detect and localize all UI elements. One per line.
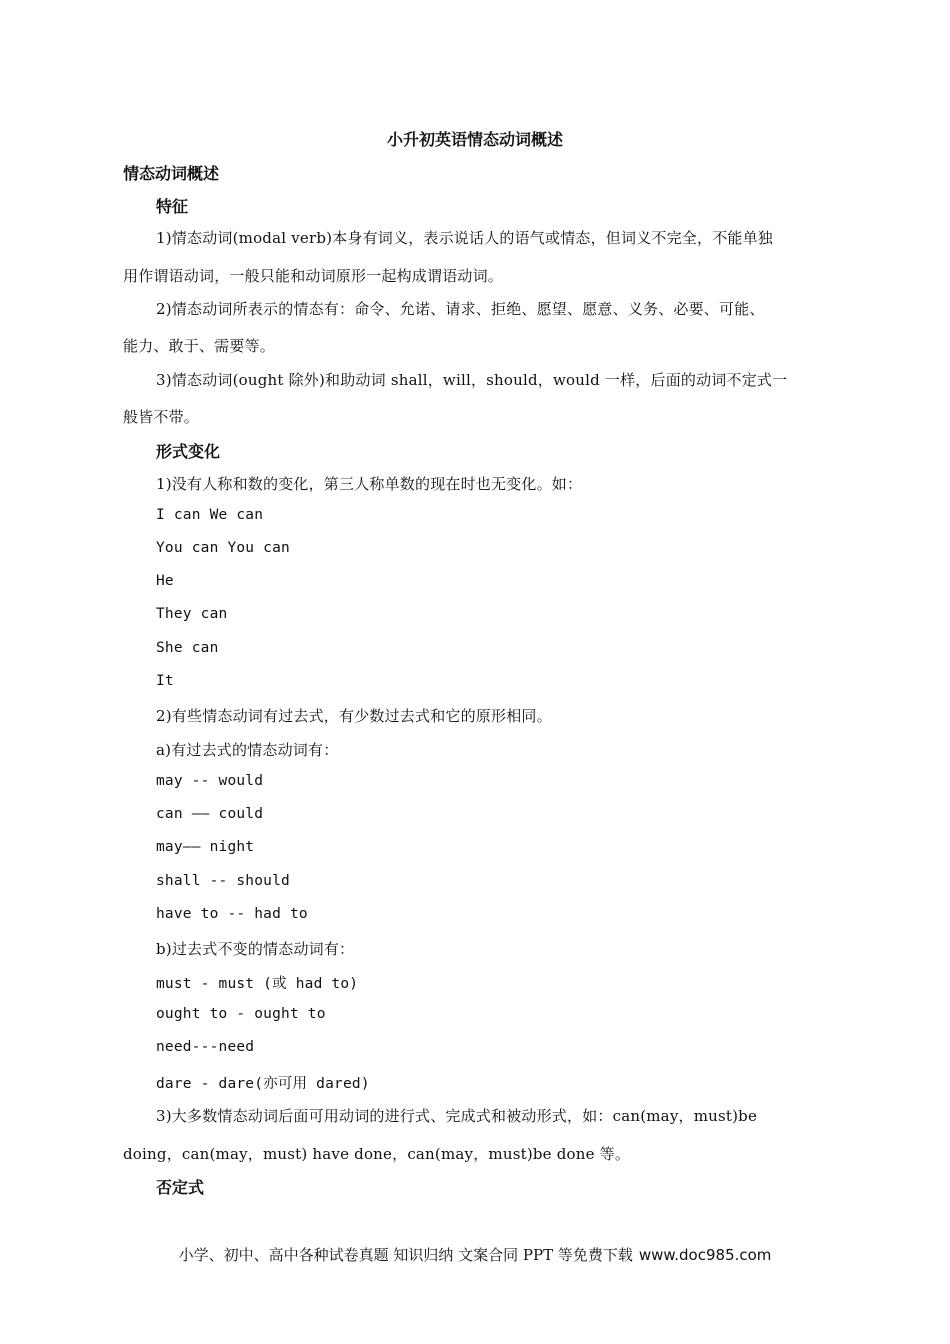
forms-paragraph-1: 1)没有人称和数的变化，第三人称单数的现在时也无变化。如： — [156, 475, 583, 493]
past-form-line: have to -- had to — [156, 906, 308, 922]
footer-text: 小学、初中、高中各种试卷真题 知识归纳 文案合同 PPT 等免费下载 — [178, 1246, 633, 1264]
features-paragraph-1-line-1: 1)情态动词(modal verb)本身有词义，表示说话人的语气或情态，但词义不完全，不能单独 — [156, 229, 773, 247]
forms-paragraph-3-line-1: 3)大多数情态动词后面可用动词的进行式、完成式和被动形式，如：can(may，must)be — [156, 1107, 758, 1125]
example-line: They can — [156, 606, 228, 622]
past-form-line: can —— could — [156, 806, 264, 822]
forms-paragraph-2a: a)有过去式的情态动词有： — [156, 741, 339, 759]
example-line: He — [156, 573, 174, 589]
same-form-line: must - must (或 had to) — [156, 976, 359, 992]
features-paragraph-2-line-1: 2)情态动词所表示的情态有：命令、允诺、请求、拒绝、愿望、愿意、义务、必要、可能、 — [156, 300, 765, 318]
features-paragraph-2-line-2: 能力、敢于、需要等。 — [123, 337, 276, 355]
features-paragraph-3-line-1: 3)情态动词(ought 除外)和助动词 shall，will，should，would 一样，后面的动词不定式一 — [156, 371, 788, 389]
past-form-line: may—— night — [156, 839, 255, 855]
features-paragraph-3-line-2: 般皆不带。 — [123, 408, 200, 426]
features-paragraph-1-line-2: 用作谓语动词，一般只能和动词原形一起构成谓语动词。 — [123, 267, 504, 285]
same-form-line: need---need — [156, 1039, 255, 1055]
past-form-line: shall -- should — [156, 873, 290, 889]
negation-heading: 否定式 — [156, 1178, 205, 1197]
example-line: She can — [156, 640, 219, 656]
forms-paragraph-2b: b)过去式不变的情态动词有： — [156, 940, 355, 958]
example-line: It — [156, 673, 174, 689]
document-title: 小升初英语情态动词概述 — [386, 130, 563, 149]
page-footer — [0, 1244, 950, 1265]
same-form-line: dare - dare(亦可用 dared) — [156, 1076, 370, 1092]
example-line: You can You can — [156, 540, 290, 556]
features-heading: 特征 — [156, 197, 189, 216]
past-form-line: may -- would — [156, 773, 264, 789]
forms-paragraph-3-line-2: doing，can(may，must) have done，can(may，must)be done 等。 — [123, 1145, 631, 1163]
same-form-line: ought to - ought to — [156, 1006, 326, 1022]
footer-site-link[interactable]: www.doc985.com — [638, 1246, 772, 1264]
forms-heading: 形式变化 — [156, 442, 221, 461]
example-line: I can We can — [156, 507, 264, 523]
forms-paragraph-2: 2)有些情态动词有过去式，有少数过去式和它的原形相同。 — [156, 707, 552, 725]
section-heading: 情态动词概述 — [123, 164, 220, 183]
